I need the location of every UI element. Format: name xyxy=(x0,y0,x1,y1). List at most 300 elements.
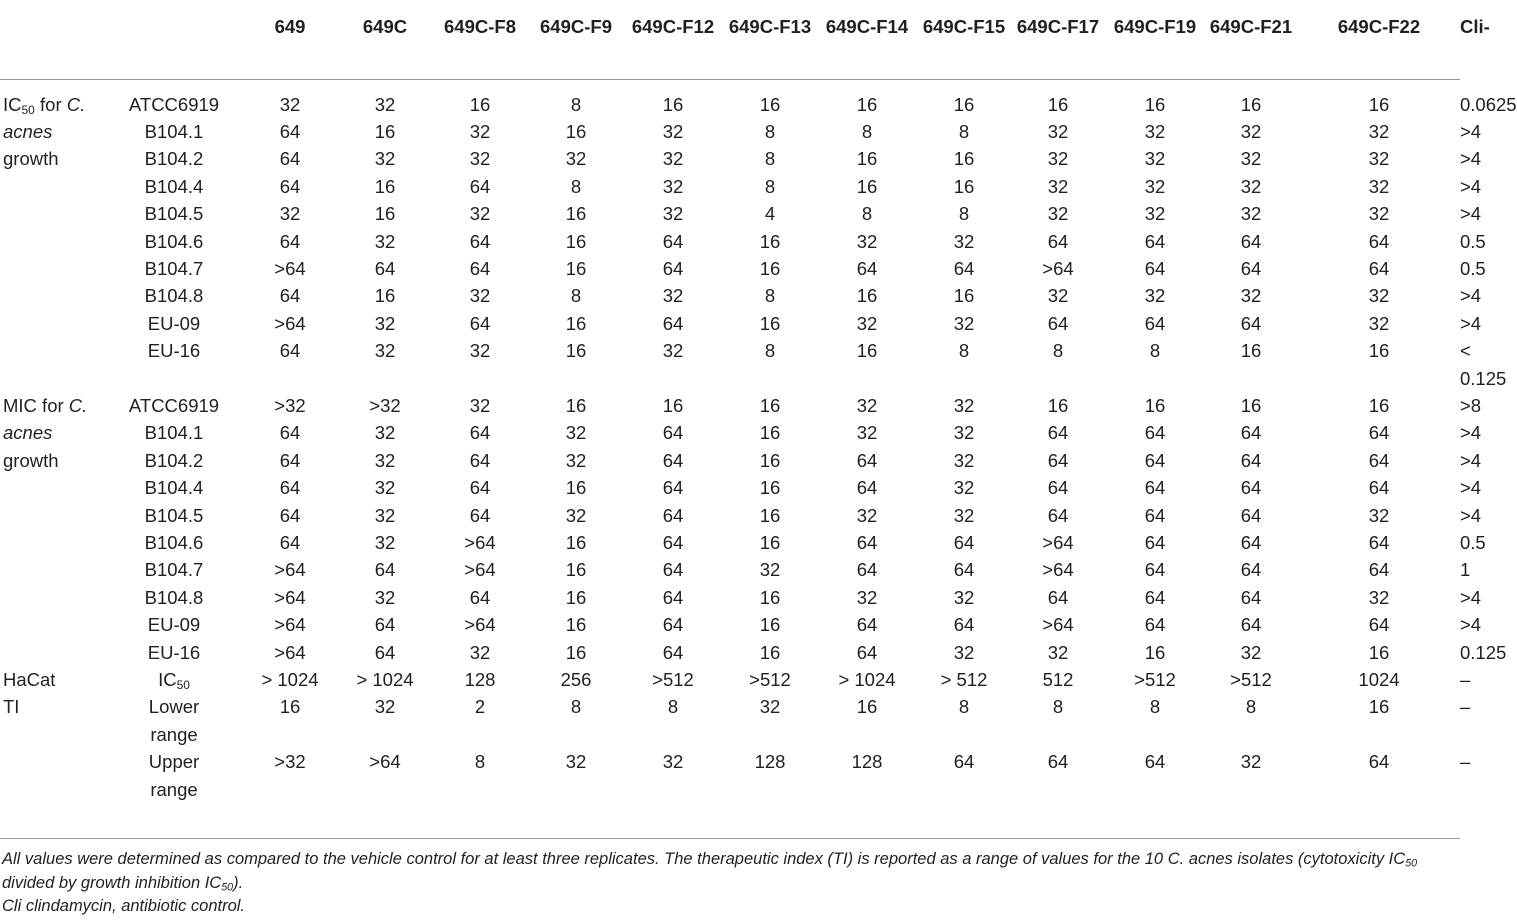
value-cell: 64 xyxy=(374,641,396,663)
value-cell: 16 xyxy=(1368,696,1390,718)
value-cell: 64 xyxy=(1240,230,1262,252)
value-cell: 16 xyxy=(1240,93,1262,115)
value-cell: >64 xyxy=(369,751,401,773)
value-cell: 64 xyxy=(856,477,878,499)
value-cell: >32 xyxy=(274,751,306,773)
value-cell: 16 xyxy=(759,614,781,636)
value-cell: 32 xyxy=(856,504,878,526)
value-cell: 16 xyxy=(565,257,587,279)
value-cell: 64 xyxy=(1144,422,1166,444)
value-cell: 16 xyxy=(565,230,587,252)
value-cell: 32 xyxy=(1368,312,1390,334)
value-cell: 16 xyxy=(1368,340,1390,362)
value-cell: 16 xyxy=(1368,394,1390,416)
value-cell: 64 xyxy=(1144,559,1166,581)
value-cell: > 1024 xyxy=(356,669,414,691)
value-cell: >32 xyxy=(369,394,401,416)
value-cell: 64 xyxy=(469,449,491,471)
value-cell: 32 xyxy=(1047,641,1069,663)
table-footnotes xyxy=(2,848,1452,919)
value-cell: 64 xyxy=(374,614,396,636)
value-cell: 64 xyxy=(1240,312,1262,334)
value-cell: 32 xyxy=(1144,120,1166,142)
value-cell: 16 xyxy=(1144,93,1166,115)
table-row: B104.5 64 32 64 32 64 16 32 32 64 64 64 32 >4 xyxy=(0,502,1460,529)
value-cell: >512 xyxy=(652,669,694,691)
value-cell: 64 xyxy=(1144,532,1166,553)
value-cell: 16 xyxy=(953,148,975,170)
value-cell: 64 xyxy=(662,449,684,471)
value-cell: 64 xyxy=(1240,559,1262,581)
value-cell: 16 xyxy=(1144,394,1166,416)
value-cell: 64 xyxy=(1240,449,1262,471)
value-cell: 16 xyxy=(1047,93,1069,115)
isolate-label: B104.6 xyxy=(144,230,204,252)
value-cell: 32 xyxy=(1240,175,1262,197)
value-cell: 16 xyxy=(759,312,781,334)
value-cell: 8 xyxy=(570,285,582,307)
column-header: 649C-F8 xyxy=(430,0,530,79)
value-cell: 8 xyxy=(570,93,582,115)
value-cell: 32 xyxy=(1144,285,1166,307)
value-cell: 8 xyxy=(1052,696,1064,718)
value-cell: 64 xyxy=(1144,504,1166,526)
ic50-label-prefix: IC xyxy=(158,669,177,691)
value-cell: 16 xyxy=(279,696,301,718)
footnote-abbreviation: Cli clindamycin, antibiotic control. xyxy=(2,897,246,915)
table-row: B104.6 64 32 64 16 64 16 32 32 64 64 64 64 0.5 xyxy=(0,228,1460,255)
value-cell: >64 xyxy=(1042,532,1074,553)
value-cell: 64 xyxy=(1240,504,1262,526)
value-cell: 64 xyxy=(1368,751,1390,773)
value-cell: 64 xyxy=(1368,614,1390,636)
value-cell: 16 xyxy=(759,641,781,663)
value-cell: 32 xyxy=(856,312,878,334)
value-cell: >64 xyxy=(1042,257,1074,279)
value-cell: 8 xyxy=(958,696,970,718)
value-cell: 16 xyxy=(374,285,396,307)
value-cell: 16 xyxy=(759,394,781,416)
value-cell: 64 xyxy=(469,175,491,197)
value-cell: 8 xyxy=(1149,696,1161,718)
value-cell: 64 xyxy=(279,422,301,444)
column-header: 649C-F15 xyxy=(918,0,1010,79)
group-label-species: C. acnes xyxy=(3,394,88,444)
table-row: B104.1 64 16 32 16 32 8 8 8 32 32 32 32 >4 xyxy=(0,118,1460,145)
value-cell: 8 xyxy=(764,285,776,307)
value-cell: 64 xyxy=(1144,449,1166,471)
value-cell: 16 xyxy=(1047,394,1069,416)
group-label-subscript: 50 xyxy=(21,102,35,117)
table-row: Upper range >32 >64 8 32 32 128 128 64 64 64 32 64 – xyxy=(0,748,1460,803)
value-cell: 64 xyxy=(469,257,491,279)
value-cell: 8 xyxy=(764,340,776,362)
value-cell: 128 xyxy=(754,751,786,773)
table-row: B104.1 64 32 64 32 64 16 32 32 64 64 64 64 >4 xyxy=(0,419,1460,446)
value-cell: 16 xyxy=(565,559,587,581)
table-row: B104.8 64 16 32 8 32 8 16 16 32 32 32 32 >4 xyxy=(0,282,1460,309)
value-cell: 32 xyxy=(374,312,396,334)
isolate-label: B104.5 xyxy=(144,504,204,526)
value-cell: 64 xyxy=(953,532,975,553)
value-cell: 64 xyxy=(279,285,301,307)
value-cell: 32 xyxy=(1047,285,1069,307)
value-cell: 16 xyxy=(1240,394,1262,416)
value-cell: 8 xyxy=(1149,340,1161,362)
isolate-label: B104.7 xyxy=(144,257,204,279)
value-cell: 16 xyxy=(1144,641,1166,663)
value-cell: 32 xyxy=(469,340,491,362)
column-header: 649C-F14 xyxy=(816,0,918,79)
table-row: HaCat $IC_{50}$ > 1024 > 1024 128 256 >512 >512 > 1024 > 512 512 >512 >512 1024 – xyxy=(0,666,1460,693)
value-cell: 64 xyxy=(1240,586,1262,608)
value-cell: 8 xyxy=(570,175,582,197)
value-cell: 16 xyxy=(565,532,587,553)
group-label-ic50 xyxy=(0,79,108,392)
value-cell: 32 xyxy=(374,477,396,499)
value-cell: 64 xyxy=(279,532,301,553)
value-cell: 32 xyxy=(1368,504,1390,526)
value-cell: 16 xyxy=(565,477,587,499)
value-cell: 32 xyxy=(953,477,975,499)
column-header: 649C-F22 xyxy=(1298,0,1460,79)
value-cell: 32 xyxy=(662,175,684,197)
value-cell: 64 xyxy=(662,586,684,608)
group-label-prefix: IC xyxy=(3,93,22,115)
value-cell: 64 xyxy=(1047,751,1069,773)
value-cell: 64 xyxy=(953,614,975,636)
value-cell: 64 xyxy=(1047,312,1069,334)
value-cell: 16 xyxy=(759,477,781,499)
isolate-label: B104.1 xyxy=(144,120,204,142)
value-cell: 64 xyxy=(1144,586,1166,608)
isolate-label: B104.8 xyxy=(144,285,204,307)
value-cell: 32 xyxy=(662,148,684,170)
value-cell: 64 xyxy=(1047,449,1069,471)
column-header: 649C xyxy=(340,0,430,79)
table-row: B104.2 64 32 64 32 64 16 64 32 64 64 64 64 >4 xyxy=(0,447,1460,474)
value-cell: 32 xyxy=(565,148,587,170)
value-cell: 64 xyxy=(1047,504,1069,526)
value-cell: 32 xyxy=(374,93,396,115)
value-cell: 32 xyxy=(1047,203,1069,225)
value-cell: >512 xyxy=(749,669,791,691)
value-cell: 32 xyxy=(662,340,684,362)
value-cell: 16 xyxy=(759,449,781,471)
value-cell: 16 xyxy=(374,120,396,142)
group-label-prefix: MIC for xyxy=(3,394,69,416)
value-cell: 32 xyxy=(374,696,396,718)
value-cell: 16 xyxy=(565,120,587,142)
column-header: 649C-F17 xyxy=(1010,0,1106,79)
value-cell: 64 xyxy=(469,504,491,526)
value-cell: 64 xyxy=(856,559,878,581)
value-cell: 64 xyxy=(856,532,878,553)
value-cell: 32 xyxy=(1240,285,1262,307)
value-cell: 16 xyxy=(1368,641,1390,663)
value-cell: 16 xyxy=(856,148,878,170)
value-cell: 64 xyxy=(662,312,684,334)
value-cell: 8 xyxy=(861,120,873,142)
value-cell: 64 xyxy=(1240,532,1262,553)
value-cell: 64 xyxy=(1047,477,1069,499)
value-cell: 32 xyxy=(374,230,396,252)
value-cell: 8 xyxy=(958,340,970,362)
value-cell: 16 xyxy=(953,93,975,115)
value-cell: 32 xyxy=(1368,148,1390,170)
column-header: 649C-F21 xyxy=(1204,0,1298,79)
value-cell: >64 xyxy=(274,586,306,608)
value-cell: 16 xyxy=(374,175,396,197)
value-cell: 8 xyxy=(1245,696,1257,718)
value-cell: 32 xyxy=(1240,641,1262,663)
value-cell: 32 xyxy=(1240,148,1262,170)
value-cell: 16 xyxy=(565,641,587,663)
value-cell: 32 xyxy=(1240,751,1262,773)
value-cell: 64 xyxy=(662,477,684,499)
value-cell: 64 xyxy=(1144,477,1166,499)
value-cell: 16 xyxy=(856,285,878,307)
value-cell: 32 xyxy=(374,449,396,471)
isolate-label: B104.4 xyxy=(144,175,204,197)
value-cell: >512 xyxy=(1230,669,1272,691)
value-cell: 64 xyxy=(662,422,684,444)
value-cell: 32 xyxy=(1144,203,1166,225)
value-cell: 32 xyxy=(953,449,975,471)
table-row: EU-16 >64 64 32 16 64 16 64 32 32 16 32 16 0.125 xyxy=(0,639,1460,666)
value-cell: 32 xyxy=(1368,586,1390,608)
value-cell: 32 xyxy=(279,93,301,115)
value-cell: 64 xyxy=(953,751,975,773)
value-cell: 64 xyxy=(1240,477,1262,499)
value-cell: 16 xyxy=(1240,340,1262,362)
value-cell: 16 xyxy=(565,586,587,608)
value-cell: 16 xyxy=(856,340,878,362)
table-row: B104.8 >64 32 64 16 64 16 32 32 64 64 64 32 >4 xyxy=(0,584,1460,611)
value-cell: 32 xyxy=(662,285,684,307)
range-label: Upper range xyxy=(148,751,200,800)
isolate-label: ATCC6919 xyxy=(128,394,220,416)
value-cell: > 1024 xyxy=(838,669,896,691)
header-row: 649 649C 649C-F8 649C-F9 649C-F12 649C-F13 649C-F14 649C-F15 649C-F17 649C-F19 649C-F21 649C-F22 Cli- xyxy=(0,0,1460,79)
value-cell: 8 xyxy=(764,148,776,170)
value-cell: 32 xyxy=(662,120,684,142)
value-cell: 32 xyxy=(953,230,975,252)
value-cell: 32 xyxy=(662,751,684,773)
value-cell: 8 xyxy=(1052,340,1064,362)
value-cell: 32 xyxy=(856,586,878,608)
value-cell: 16 xyxy=(759,230,781,252)
value-cell: 32 xyxy=(1368,203,1390,225)
value-cell: 16 xyxy=(856,175,878,197)
group-label-suffix: growth xyxy=(3,148,59,170)
value-cell: 8 xyxy=(861,203,873,225)
table-row: EU-16 64 32 32 16 32 8 16 8 8 8 16 16 < 0.125 xyxy=(0,337,1460,392)
value-cell: 16 xyxy=(565,394,587,416)
value-cell: 16 xyxy=(565,614,587,636)
value-cell: 32 xyxy=(953,641,975,663)
value-cell: 8 xyxy=(958,120,970,142)
value-cell: 64 xyxy=(469,477,491,499)
group-label-suffix: growth xyxy=(3,449,59,471)
value-cell: 32 xyxy=(856,422,878,444)
value-cell: 16 xyxy=(953,285,975,307)
value-cell: 2 xyxy=(474,696,486,718)
group-label-ti: TI xyxy=(3,696,20,718)
value-cell: 32 xyxy=(565,422,587,444)
value-cell: 64 xyxy=(1047,422,1069,444)
value-cell: 64 xyxy=(856,641,878,663)
value-cell: 256 xyxy=(560,669,592,691)
value-cell: 1024 xyxy=(1358,669,1400,691)
value-cell: 64 xyxy=(469,422,491,444)
value-cell: 8 xyxy=(764,120,776,142)
value-cell: 64 xyxy=(953,257,975,279)
value-cell: 16 xyxy=(953,175,975,197)
value-cell: 8 xyxy=(958,203,970,225)
value-cell: 16 xyxy=(759,93,781,115)
value-cell: 64 xyxy=(469,230,491,252)
value-cell: 16 xyxy=(565,203,587,225)
value-cell: 8 xyxy=(667,696,679,718)
value-cell: >32 xyxy=(274,394,306,416)
value-cell: 32 xyxy=(953,312,975,334)
isolate-label: B104.2 xyxy=(144,148,204,170)
table-body xyxy=(0,79,1517,803)
value-cell: >64 xyxy=(274,312,306,334)
value-cell: 16 xyxy=(565,340,587,362)
value-cell: 32 xyxy=(1047,120,1069,142)
header-empty-isolate xyxy=(108,0,240,79)
table-row: B104.7 >64 64 >64 16 64 32 64 64 >64 64 64 64 1 xyxy=(0,556,1460,583)
value-cell: 16 xyxy=(565,312,587,334)
value-cell: 16 xyxy=(759,422,781,444)
value-cell: 64 xyxy=(279,120,301,142)
value-cell: 64 xyxy=(1144,751,1166,773)
value-cell: 32 xyxy=(856,230,878,252)
group-label-mic xyxy=(0,392,108,666)
value-cell: >512 xyxy=(1134,669,1176,691)
value-cell: 64 xyxy=(1368,422,1390,444)
column-header: 649C-F13 xyxy=(724,0,816,79)
value-cell: 32 xyxy=(469,285,491,307)
isolate-label: B104.8 xyxy=(144,586,204,608)
value-cell: 32 xyxy=(469,394,491,416)
value-cell: 32 xyxy=(1368,175,1390,197)
value-cell: 64 xyxy=(662,230,684,252)
table-row: B104.2 64 32 32 32 32 8 16 16 32 32 32 32 >4 xyxy=(0,145,1460,172)
value-cell: 64 xyxy=(1047,586,1069,608)
ic50-label-subscript: 50 xyxy=(176,678,190,693)
value-cell: 64 xyxy=(279,477,301,499)
value-cell: 32 xyxy=(1144,148,1166,170)
isolate-label: ATCC6919 xyxy=(128,93,220,115)
value-cell: 32 xyxy=(1368,120,1390,142)
isolate-label: B104.7 xyxy=(144,559,204,581)
value-cell: 4 xyxy=(764,203,776,225)
value-cell: 64 xyxy=(1368,449,1390,471)
value-cell: 64 xyxy=(662,504,684,526)
isolate-label: EU-16 xyxy=(147,340,201,362)
value-cell: 32 xyxy=(953,422,975,444)
isolate-label: B104.5 xyxy=(144,203,204,225)
value-cell: 64 xyxy=(856,449,878,471)
value-cell: 32 xyxy=(1144,175,1166,197)
value-cell: 64 xyxy=(1368,477,1390,499)
value-cell: >64 xyxy=(274,559,306,581)
value-cell: 32 xyxy=(1240,203,1262,225)
value-cell: 64 xyxy=(662,641,684,663)
value-cell: 32 xyxy=(469,641,491,663)
value-cell: 64 xyxy=(1144,312,1166,334)
value-cell: 64 xyxy=(1240,614,1262,636)
isolate-label: B104.6 xyxy=(144,532,204,553)
value-cell: 16 xyxy=(759,257,781,279)
isolate-label: B104.4 xyxy=(144,477,204,499)
value-cell: 64 xyxy=(1240,257,1262,279)
value-cell: 64 xyxy=(662,559,684,581)
value-cell: 8 xyxy=(764,175,776,197)
value-cell: 64 xyxy=(279,504,301,526)
table-row: B104.4 64 32 64 16 64 16 64 32 64 64 64 64 >4 xyxy=(0,474,1460,501)
value-cell: 16 xyxy=(856,93,878,115)
value-cell: 16 xyxy=(662,93,684,115)
value-cell: 64 xyxy=(279,175,301,197)
value-cell: 64 xyxy=(374,257,396,279)
column-header: 649C-F19 xyxy=(1106,0,1204,79)
value-cell: 32 xyxy=(662,203,684,225)
value-cell: 64 xyxy=(1368,230,1390,252)
value-cell: > 1024 xyxy=(261,669,319,691)
value-cell: 32 xyxy=(856,394,878,416)
value-cell: 32 xyxy=(953,394,975,416)
value-cell: 64 xyxy=(953,559,975,581)
value-cell: 64 xyxy=(279,148,301,170)
value-cell: 64 xyxy=(1144,230,1166,252)
table-row: B104.5 32 16 32 16 32 4 8 8 32 32 32 32 >4 xyxy=(0,200,1460,227)
value-cell: 16 xyxy=(662,394,684,416)
value-cell: 32 xyxy=(759,559,781,581)
value-cell: >64 xyxy=(274,257,306,279)
isolate-label: EU-16 xyxy=(147,641,201,663)
value-cell: 32 xyxy=(374,586,396,608)
value-cell: 64 xyxy=(1240,422,1262,444)
footnote-methods: All values were determined as compared to the vehicle control for at least three replicates. The therapeutic index (TI) is reported as a range of values for the 10 C. acnes isolates (cytotoxicity $IC_{50}$ divided by growth inhibition $IC_{50}$). xyxy=(2,850,1418,894)
value-cell: 64 xyxy=(1368,532,1390,553)
value-cell: 32 xyxy=(1240,120,1262,142)
value-cell: 32 xyxy=(374,148,396,170)
value-cell: 64 xyxy=(662,532,684,553)
value-cell: 32 xyxy=(469,120,491,142)
value-cell: 32 xyxy=(469,148,491,170)
value-cell: 16 xyxy=(1368,93,1390,115)
group-label-hacat: HaCat xyxy=(3,669,56,691)
table-row: B104.6 64 32 >64 16 64 16 64 64 >64 64 64 64 0.5 xyxy=(0,529,1460,556)
value-cell: 64 xyxy=(662,257,684,279)
table-row: EU-09 >64 32 64 16 64 16 32 32 64 64 64 32 >4 xyxy=(0,310,1460,337)
value-cell: 64 xyxy=(1047,230,1069,252)
value-cell: 32 xyxy=(1368,285,1390,307)
group-label-mid: for xyxy=(34,93,67,115)
value-cell: 8 xyxy=(570,696,582,718)
value-cell: 512 xyxy=(1042,669,1074,691)
value-cell: >64 xyxy=(464,614,496,636)
value-cell: 32 xyxy=(374,504,396,526)
value-cell: 16 xyxy=(759,504,781,526)
header-empty-group xyxy=(0,0,108,79)
value-cell: 64 xyxy=(469,586,491,608)
isolate-label: B104.2 xyxy=(144,449,204,471)
